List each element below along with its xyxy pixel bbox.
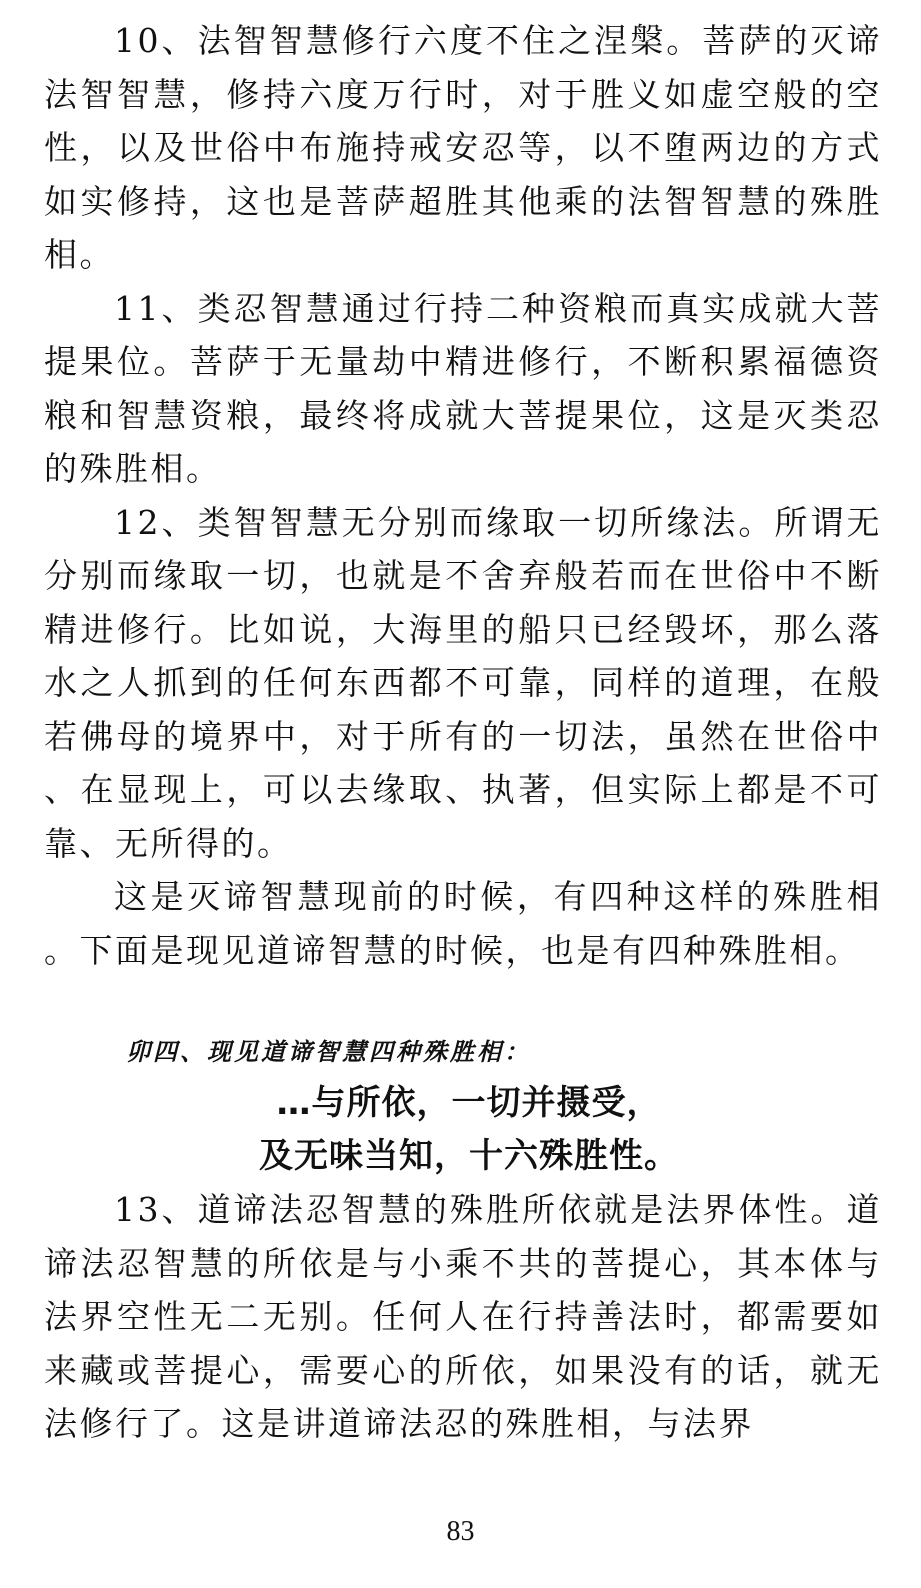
paragraph-10: 10、法智智慧修行六度不住之涅槃。菩萨的灭谛法智智慧，修持六度万行时，对于胜义如虚空般的空性，以及世俗中布施持戒安忍等，以不堕两边的方式如实修持，这也是菩萨超胜其他乘的法智智慧的殊胜相。	[44, 21, 882, 274]
verse-line-1: …与所依，一切并摄受，	[276, 1083, 662, 1123]
section-heading: 卯四、现见道谛智慧四种殊胜相：	[126, 1037, 531, 1066]
paragraph-11: 11、类忍智慧通过行持二种资粮而真实成就大菩提果位。菩萨于无量劫中精进修行，不断积累福德资粮和智慧资粮，最终将成就大菩提果位，这是灭类忍的殊胜相。	[44, 288, 882, 488]
paragraph-13: 13、道谛法忍智慧的殊胜所依就是法界体性。道谛法忍智慧的所依是与小乘不共的菩提心，其本体与法界空性无二无别。任何人在行持善法时，都需要如来藏或菩提心，需要心的所依，如果没有的话，就无法修行了。这是讲道谛法忍的殊胜相，与法界	[44, 1190, 882, 1443]
section-spacer	[44, 977, 882, 1027]
verse-line-2: 及无味当知，十六殊胜性。	[259, 1136, 679, 1176]
page-number: 83	[446, 1516, 475, 1547]
paragraph-summary: 这是灭谛智慧现前的时候，有四种这样的殊胜相。下面是现见道谛智慧的时候，也是有四种殊胜相。	[44, 877, 882, 970]
page-content	[44, 14, 882, 1451]
paragraph-12: 12、类智智慧无分别而缘取一切所缘法。所谓无分别而缘取一切，也就是不舍弃般若而在世俗中不断精进修行。比如说，大海里的船只已经毁坏，那么落水之人抓到的任何东西都不可靠，同样的道理，在般若佛母的境界中，对于所有的一切法，虽然在世俗中、在显现上，可以去缘取、执著，但实际上都是不可靠、无所得的。	[44, 502, 882, 863]
verse-block	[44, 1077, 882, 1183]
